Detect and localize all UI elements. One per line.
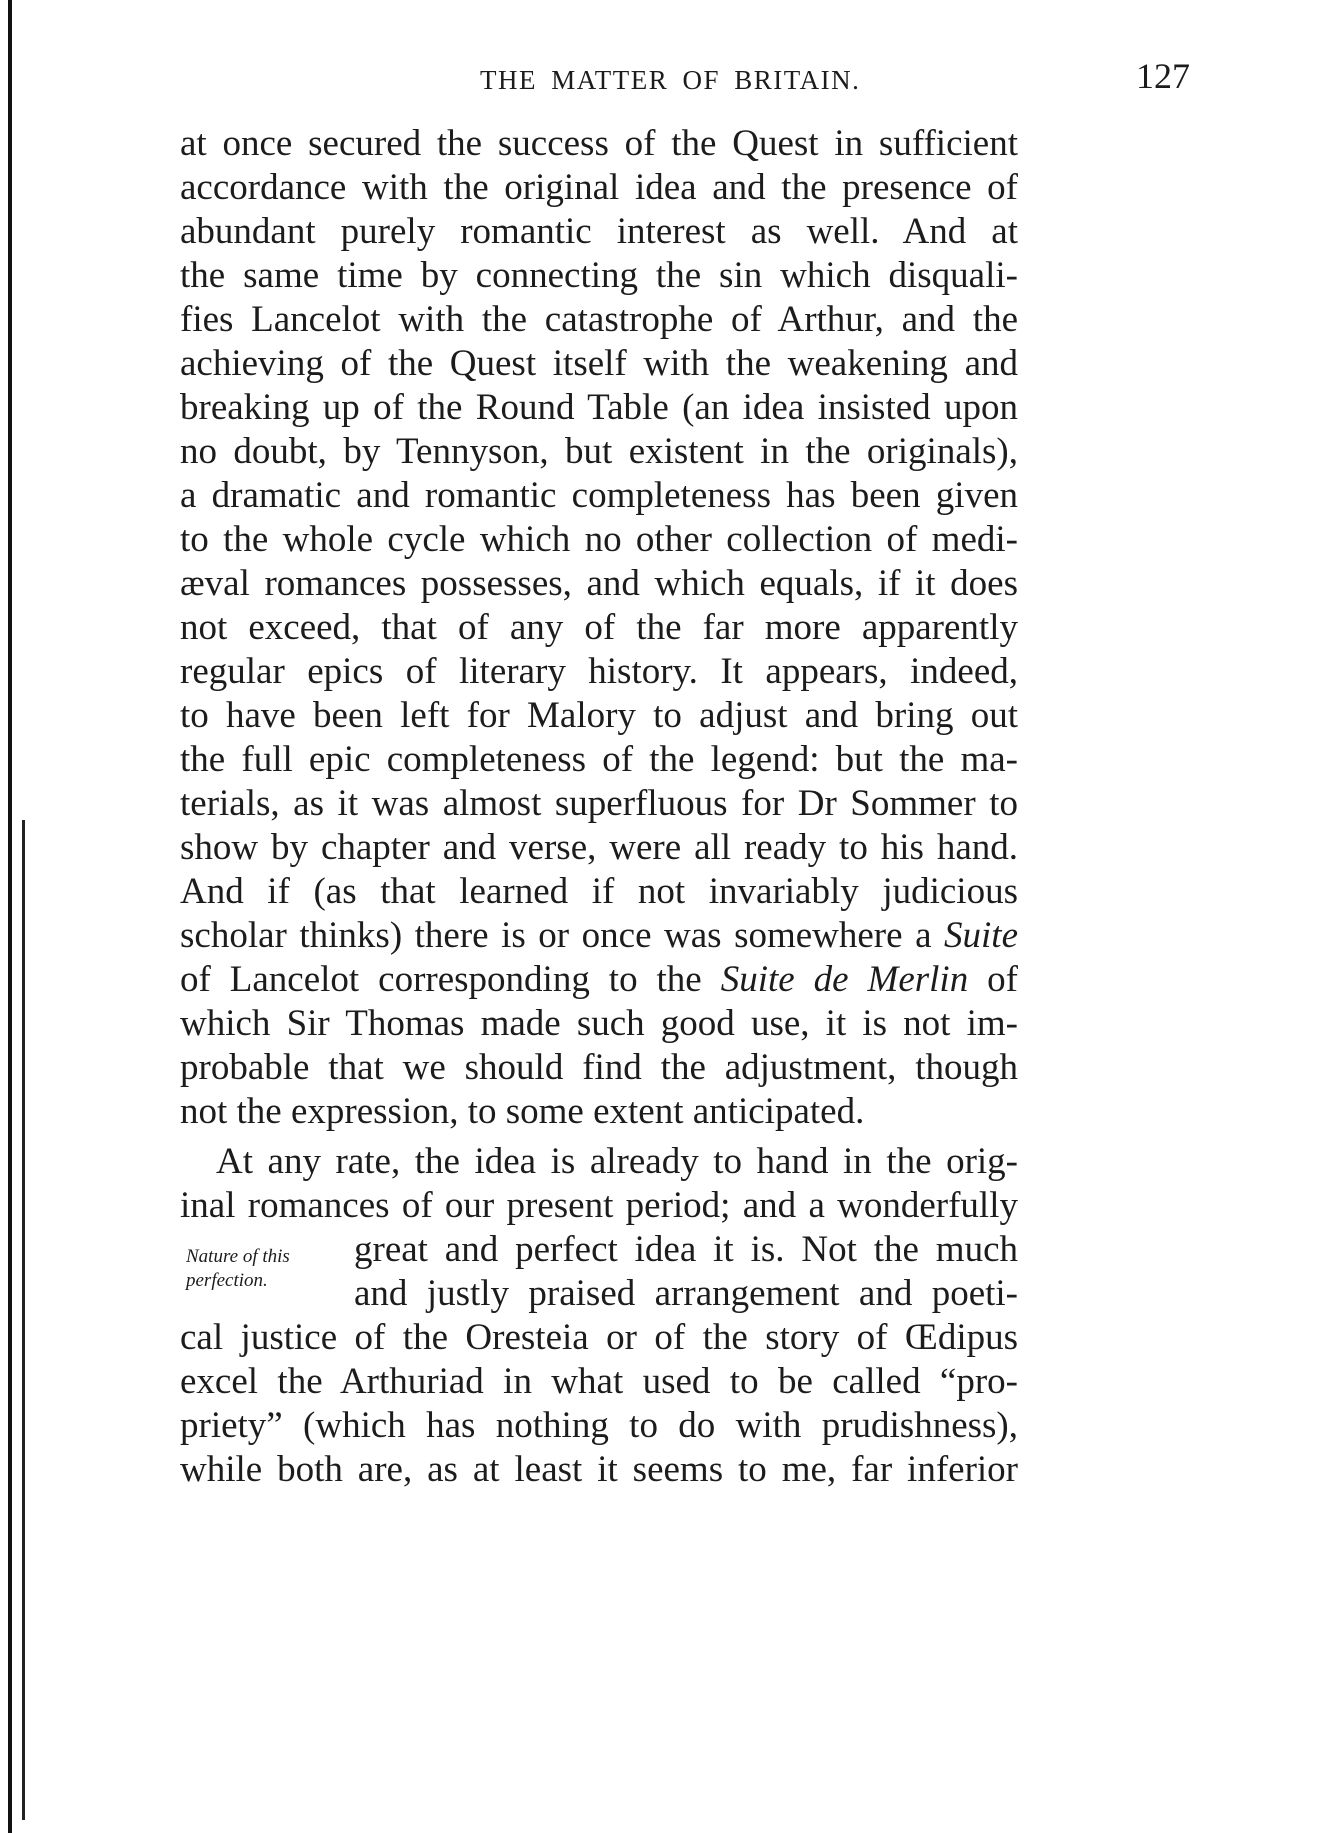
italic-title: Suite [944,915,1018,956]
text-line: a dramatic and romantic completeness has been given [180,475,1018,516]
side-note-line-1: Nature of this [186,1246,290,1267]
text-line: and justly praised arrangement and poeti- [354,1273,1018,1314]
text-line: show by chapter and verse, were all ready to his hand. [180,827,1018,868]
text-line: which Sir Thomas made such good use, it is not im- [180,1003,1018,1044]
text-line: fies Lancelot with the catastrophe of Arthur, and the [180,299,1018,340]
text-line: the full epic completeness of the legend: but the ma- [180,739,1018,780]
text-line: æval romances possesses, and which equals, if it does [180,563,1018,604]
text-line: great and perfect idea it is. Not the much [354,1229,1018,1270]
text-line: of Lancelot corresponding to the Suite de Merlin of [180,959,1018,1000]
text-line: And if (as that learned if not invariably judicious [180,871,1018,912]
text-line: the same time by connecting the sin which disquali- [180,255,1018,296]
text-line: no doubt, by Tennyson, but existent in the originals), [180,431,1018,472]
text-line: terials, as it was almost superfluous for Dr Sommer to [180,783,1018,824]
text-line: not the expression, to some extent anticipated. [180,1091,865,1132]
text-line: excel the Arthuriad in what used to be called “pro- [180,1361,1018,1402]
text-line: probable that we should find the adjustment, though [180,1047,1018,1088]
text-line: At any rate, the idea is already to hand in the orig- [216,1141,1018,1182]
text-line: while both are, as at least it seems to me, far inferior [180,1449,1018,1490]
text-line: to have been left for Malory to adjust and bring out [180,695,1018,736]
text-line: scholar thinks) there is or once was somewhere a Suite [180,915,1018,956]
page-shadow-edge [22,820,25,1820]
text-line: not exceed, that of any of the far more apparently [180,607,1018,648]
text-line: abundant purely romantic interest as well. And at [180,211,1018,252]
page-number: 127 [1136,56,1190,96]
text-line: cal justice of the Oresteia or of the story of Œdipus [180,1317,1018,1358]
text-line: priety” (which has nothing to do with prudishness), [180,1405,1018,1446]
side-note-line-2: perfection. [186,1270,268,1291]
page-binding-edge [8,0,12,1833]
running-title: THE MATTER OF BRITAIN. [480,65,861,95]
text-line: accordance with the original idea and the presence of [180,167,1018,208]
text-line: achieving of the Quest itself with the weakening and [180,343,1018,384]
text-line: to the whole cycle which no other collection of medi- [180,519,1018,560]
text-line: inal romances of our present period; and a wonderfully [180,1185,1018,1226]
text-line: breaking up of the Round Table (an idea insisted upon [180,387,1018,428]
text-line: at once secured the success of the Quest in sufficient [180,123,1018,164]
text-line: regular epics of literary history. It appears, indeed, [180,651,1018,692]
italic-title: Suite de Merlin [720,959,969,1000]
